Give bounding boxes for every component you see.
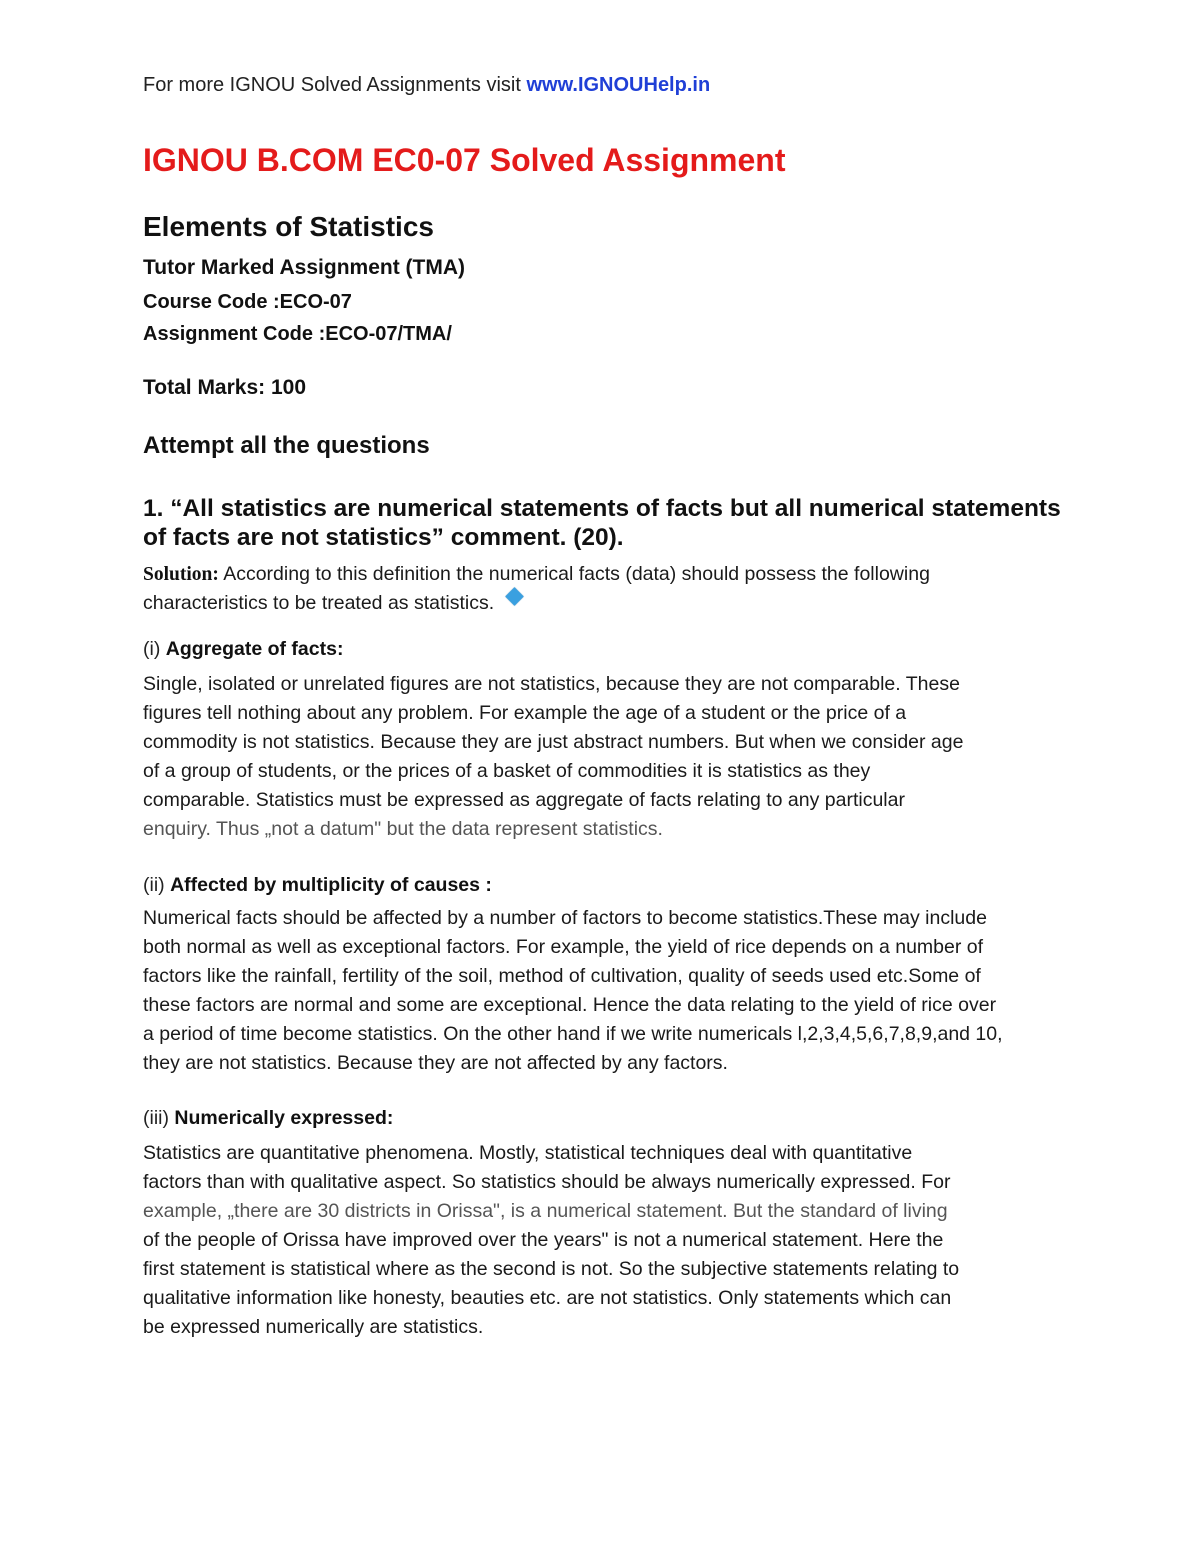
text-line: enquiry. Thus „not a datum" but the data represent statistics. <box>143 818 663 840</box>
text-line: a period of time become statistics. On the other hand if we write numericals l,2,3,4,5,6,7,8,9,and 10, <box>143 1023 1003 1045</box>
assignment-code: Assignment Code :ECO-07/TMA/ <box>143 323 452 345</box>
total-marks: Total Marks: 100 <box>143 376 307 399</box>
section-heading-3: (iii) Numerically expressed: <box>143 1107 394 1129</box>
text-line: Numerical facts should be affected by a number of factors to become statistics.These may include <box>143 907 987 929</box>
diamond-icon <box>505 587 523 605</box>
text-line: Statistics are quantitative phenomena. Mostly, statistical techniques deal with quantitative <box>143 1142 913 1164</box>
subject-title: Elements of Statistics <box>143 211 434 242</box>
section-heading-2: (ii) Affected by multiplicity of causes : <box>143 874 492 896</box>
text-line: of the people of Orissa have improved over the years" is not a numerical statement. Here the <box>143 1229 944 1251</box>
text-line: qualitative information like honesty, beauties etc. are not statistics. Only statements which can <box>143 1287 952 1309</box>
header-note <box>143 74 710 97</box>
attempt-instruction: Attempt all the questions <box>143 432 430 459</box>
header-note-text: For more IGNOU Solved Assignments visit <box>143 74 527 96</box>
text-line: figures tell nothing about any problem. For example the age of a student or the price of a <box>143 702 907 724</box>
document-title: IGNOU B.COM EC0-07 Solved Assignment <box>143 142 786 178</box>
tma-label: Tutor Marked Assignment (TMA) <box>143 256 466 279</box>
solution-paragraph <box>143 560 963 618</box>
text-line: both normal as well as exceptional factors. For example, the yield of rice depends on a number of <box>143 936 984 958</box>
solution-label: Solution: <box>143 564 219 585</box>
solution-text: According to this definition the numerical facts (data) should possess the following characteristics to be treated as statistics. <box>143 563 930 614</box>
text-line: be expressed numerically are statistics. <box>143 1316 484 1338</box>
text-line: factors than with qualitative aspect. So statistics should be always numerically expressed. For <box>143 1171 951 1193</box>
section-heading-1: (i) Aggregate of facts: <box>143 638 344 660</box>
text-line: example, „there are 30 districts in Orissa", is a numerical statement. But the standard of living <box>143 1200 948 1222</box>
section-body-2 <box>143 904 1003 1078</box>
section-body-1 <box>143 670 963 844</box>
text-line: comparable. Statistics must be expressed as aggregate of facts relating to any particular <box>143 789 905 811</box>
text-line: of a group of students, or the prices of a basket of commodities it is statistics as they <box>143 760 871 782</box>
question-1: 1. “All statistics are numerical statements of facts but all numerical statements of facts are not statistics” comment. (20). <box>143 495 1061 551</box>
course-code: Course Code :ECO-07 <box>143 291 352 313</box>
header-link[interactable]: www.IGNOUHelp.in <box>526 74 711 96</box>
text-line: factors like the rainfall, fertility of the soil, method of cultivation, quality of seeds used etc.Some of <box>143 965 981 987</box>
text-line: first statement is statistical where as the second is not. So the subjective statements relating to <box>143 1258 960 1280</box>
text-line: Single, isolated or unrelated figures are not statistics, because they are not comparable. These <box>143 673 960 695</box>
section-body-3 <box>143 1139 959 1342</box>
text-line: commodity is not statistics. Because they are just abstract numbers. But when we consider age <box>143 731 964 753</box>
text-line: they are not statistics. Because they are not affected by any factors. <box>143 1052 728 1074</box>
text-line: these factors are normal and some are exceptional. Hence the data relating to the yield of rice over <box>143 994 997 1016</box>
